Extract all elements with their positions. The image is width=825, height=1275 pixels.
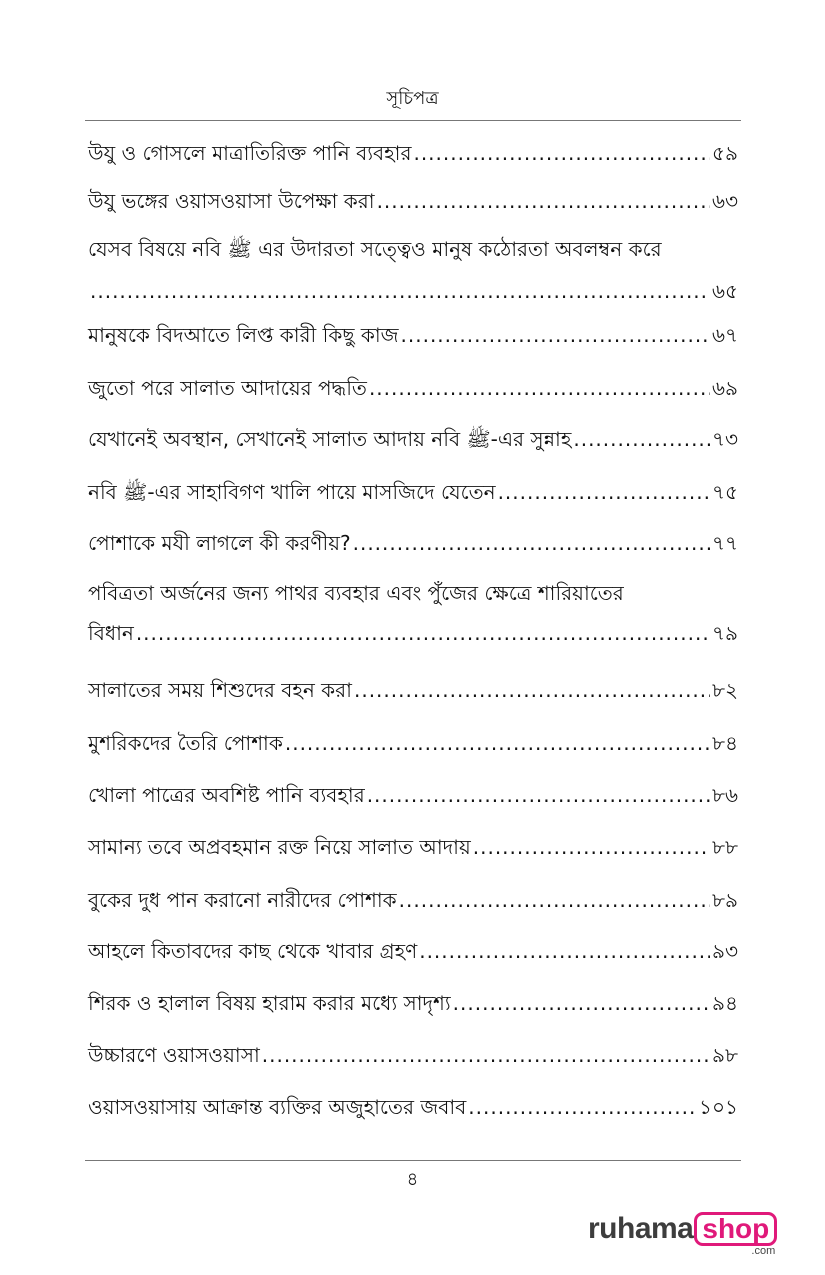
toc-entry-title: বিধান (88, 621, 134, 645)
logo-shop-badge (694, 1212, 777, 1257)
logo-wordmark-ruhama: ruhama (588, 1212, 694, 1245)
toc-entry-title: ওয়াসওয়াসায় আক্রান্ত ব্যক্তির অজুহাতের জবাব (88, 1095, 467, 1119)
dot-leader (413, 140, 710, 166)
toc-entry-page: ৬৯ (712, 376, 738, 400)
toc-entry (88, 730, 738, 756)
toc-entry (88, 479, 738, 505)
toc-entry-page: ১০১ (699, 1095, 738, 1119)
toc-entry-title-line1: যেসব বিষয়ে নবি ﷺ এর উদারতা সত্ত্বেও মানুষ কঠোরতা অবলম্বন করে (88, 237, 662, 261)
toc-entry-page: ৬৭ (711, 323, 738, 347)
dot-leader (473, 834, 710, 860)
toc-entry-title: মানুষকে বিদআতে লিপ্ত কারী কিছু কাজ (88, 323, 399, 347)
dot-leader (354, 677, 710, 703)
toc-entry-title: আহলে কিতাবদের কাছ থেকে খাবার গ্রহণ (88, 939, 418, 963)
toc-entry-page: ৮৯ (712, 888, 738, 912)
toc-entry-title: নবি ﷺ-এর সাহাবিগণ খালি পায়ে মাসজিদে যেতেন (88, 480, 496, 504)
toc-entry-title: সামান্য তবে অপ্রবহমান রক্ত নিয়ে সালাত আদায় (88, 835, 471, 859)
toc-entry-page: ৫৯ (712, 141, 738, 165)
toc-entry-title-line1: পবিত্রতা অর্জনের জন্য পাথর ব্যবহার এবং পুঁজের ক্ষেত্রে শারিয়াতের (88, 581, 624, 605)
running-header: সূচিপত্র (386, 88, 439, 109)
dot-leader (399, 887, 710, 913)
footer-rule (85, 1160, 741, 1161)
toc-entry-page: ৮২ (712, 678, 738, 702)
toc-entry-page: ৬৫ (712, 279, 738, 303)
page-number: ৪ (406, 1169, 419, 1190)
toc-entry-title: খোলা পাত্রের অবশিষ্ট পানি ব্যবহার (88, 783, 365, 807)
toc-entry-page: ৬৩ (711, 189, 738, 213)
toc-entry-page: ৯৮ (712, 1043, 738, 1067)
toc-entry-title: যেখানেই অবস্থান, সেখানেই সালাত আদায় নবি ﷺ-এর সুন্নাহ (88, 427, 572, 451)
toc-entry-page: ৯৪ (712, 991, 738, 1015)
toc-entry-title: সালাতের সময় শিশুদের বহন করা (88, 678, 352, 702)
toc-entry-page: ৭৯ (712, 621, 738, 645)
logo-domain-suffix: .com (751, 1245, 776, 1257)
toc-entry (88, 426, 738, 452)
toc-entry (88, 188, 738, 214)
toc-entry-title: উযু ও গোসলে মাত্রাতিরিক্ত পানি ব্যবহার (88, 141, 412, 165)
dot-leader (377, 188, 710, 214)
dot-leader (573, 426, 710, 452)
dot-leader (468, 1094, 697, 1120)
dot-leader (419, 938, 710, 964)
toc-entry-title: উচ্চারণে ওয়াসওয়াসা (88, 1043, 260, 1067)
toc-entry-title: মুশরিকদের তৈরি পোশাক (88, 731, 283, 755)
dot-leader (136, 620, 710, 646)
toc-entry-page: ৭৭ (711, 531, 738, 555)
toc-entry-title: বুকের দুধ পান করানো নারীদের পোশাক (88, 888, 397, 912)
dot-leader (401, 322, 710, 348)
toc-entry (88, 1042, 738, 1068)
dot-leader (369, 375, 710, 401)
toc-entry-title: উযু ভঙ্গের ওয়াসওয়াসা উপেক্ষা করা (88, 189, 375, 213)
toc-entry (88, 375, 738, 401)
toc-entry-page: ৭৫ (712, 480, 738, 504)
dot-leader (367, 782, 710, 808)
toc-entry (88, 322, 738, 348)
toc-entry (88, 236, 738, 304)
toc-entry-page: ৮৬ (712, 783, 738, 807)
toc-entry (88, 782, 738, 808)
logo-wordmark-shop: shop (694, 1212, 777, 1246)
dot-leader (453, 990, 710, 1016)
toc-entry-page: ৮৮ (712, 835, 738, 859)
toc-entry-page: ৭৩ (711, 427, 738, 451)
toc-entry (88, 887, 738, 913)
header-rule (85, 120, 741, 121)
toc-entry-page: ৯৩ (712, 939, 738, 963)
toc-entry (88, 938, 738, 964)
toc-entry (88, 140, 738, 166)
toc-entry (88, 1094, 738, 1120)
ruhamashop-logo (588, 1212, 777, 1256)
toc-entry (88, 990, 738, 1016)
toc-entry (88, 530, 738, 556)
dot-leader (498, 479, 710, 505)
toc-entry (88, 834, 738, 860)
toc-entry (88, 677, 738, 703)
dot-leader (262, 1042, 710, 1068)
dot-leader (285, 730, 710, 756)
dot-leader (90, 278, 710, 304)
toc-entry (88, 580, 738, 646)
toc-entry-title: পোশাকে মযী লাগলে কী করণীয়? (88, 531, 351, 555)
toc-entry-page: ৮৪ (712, 731, 738, 755)
toc-entry-title: শিরক ও হালাল বিষয় হারাম করার মধ্যে সাদৃশ্য (88, 991, 451, 1015)
dot-leader (353, 530, 710, 556)
toc-entry-title: জুতো পরে সালাত আদায়ের পদ্ধতি (88, 376, 367, 400)
